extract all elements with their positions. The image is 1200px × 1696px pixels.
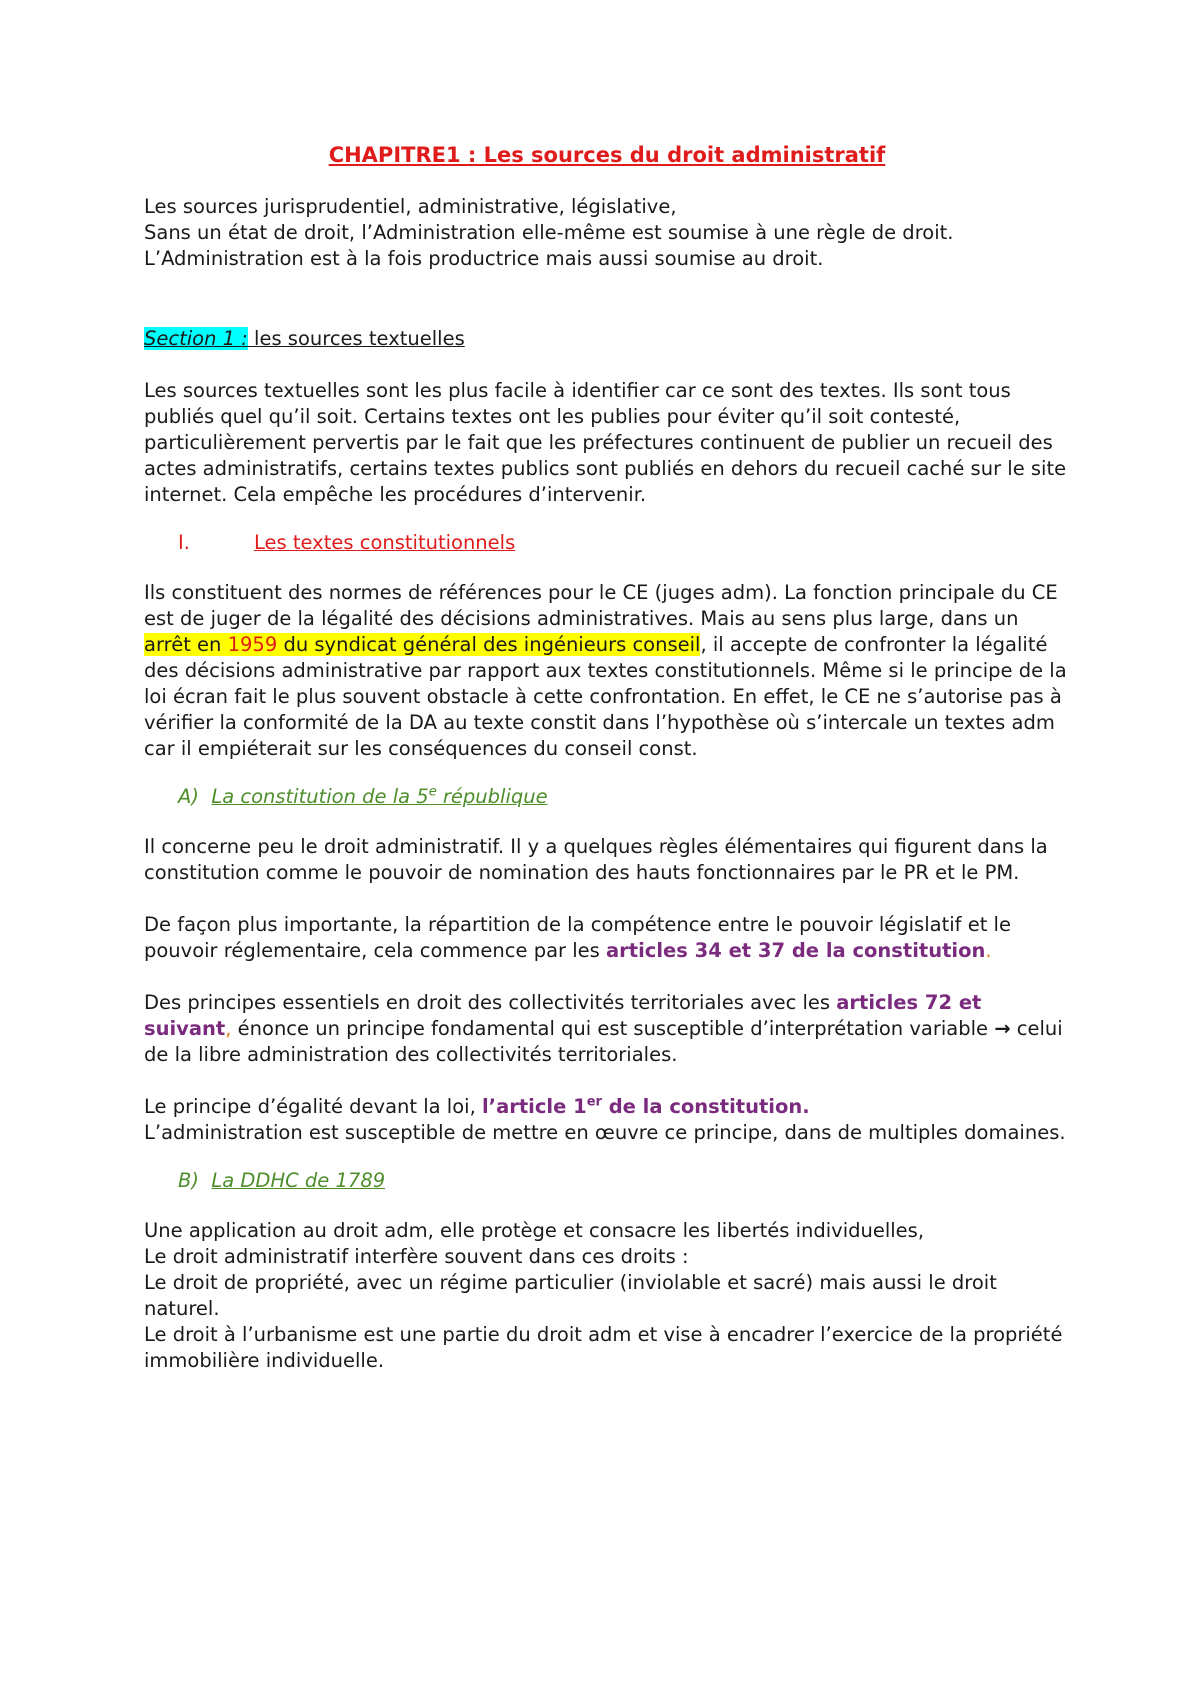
section-label: Section 1 : <box>144 327 248 350</box>
subheading-title <box>211 785 547 808</box>
paragraph-a3 <box>144 990 1070 1068</box>
text-run: du syndicat général des ingénieurs conseil <box>277 633 701 656</box>
paragraph-b-line4: Le droit à l’urbanisme est une partie du droit adm et vise à encadrer l’exercice de la propriété immobilière individuelle. <box>144 1323 1063 1372</box>
chapter-title: CHAPITRE1 : Les sources du droit administratif <box>328 143 886 167</box>
part-title: Les textes constitutionnels <box>254 531 516 554</box>
spacer <box>144 272 1070 326</box>
section-title: les sources textuelles <box>247 327 465 350</box>
spacer <box>144 1068 1070 1094</box>
text-run: énonce un principe fondamental qui est susceptible d’interprétation variable <box>231 1017 995 1040</box>
article-reference <box>482 1095 802 1118</box>
text-run: . <box>802 1095 810 1118</box>
subheading-letter: A) <box>178 785 199 808</box>
paragraph-b-line3: Le droit de propriété, avec un régime particulier (inviolable et sacré) mais aussi le droit naturel. <box>144 1271 997 1320</box>
year-text: 1959 <box>227 633 278 656</box>
text-run: arrêt en <box>144 633 228 656</box>
intro-line-1: Les sources jurisprudentiel, administrative, législative, <box>144 195 677 218</box>
section-paragraph: Les sources textuelles sont les plus facile à identifier car ce sont des textes. Ils sont tous publiés quel qu’il soit. Certains textes ont les publies pour éviter qu’il soit contesté, particulièrement pervertis par le fait que les préfectures continuent de publier un recueil des actes administratifs, certains textes publics sont publiés en dehors du recueil caché sur le site internet. Cela empêche les procédures d’intervenir. <box>144 379 1067 506</box>
text-run: république <box>436 785 548 808</box>
text-run: Le principe d’égalité devant la loi, <box>144 1095 482 1118</box>
text-run: De façon plus importante, la répartition de la compétence entre le pouvoir législatif et le pouvoir réglementaire, cela commence par les <box>144 913 1011 962</box>
intro-line-2: Sans un état de droit, l’Administration elle-même est soumise à une règle de droit. L’Administration est à la fois productrice mais aussi soumise au droit. <box>144 221 954 270</box>
spacer <box>144 352 1070 378</box>
superscript: e <box>428 784 437 800</box>
paragraph-b-line2: Le droit administratif interfère souvent dans ces droits : <box>144 1245 689 1268</box>
section-heading <box>144 326 1070 352</box>
paragraph-a4 <box>144 1094 1070 1120</box>
part-number: I. <box>178 531 190 554</box>
text-run: celui de la libre administration des collectivités territoriales. <box>144 1017 1063 1066</box>
text-run: . <box>985 939 992 962</box>
part-heading <box>144 530 1070 556</box>
paragraph-a1: Il concerne peu le droit administratif. Il y a quelques règles élémentaires qui figurent dans la constitution comme le pouvoir de nomination des hauts fonctionnaires par le PR et le PM. <box>144 835 1048 884</box>
part-paragraph <box>144 580 1070 762</box>
text-run: , <box>225 1017 232 1040</box>
highlighted-reference <box>144 633 700 656</box>
superscript: er <box>586 1094 602 1110</box>
article-reference: articles 72 et suivant <box>144 991 982 1040</box>
subheading-b <box>178 1168 1070 1194</box>
article-reference: articles 34 et 37 de la constitution <box>606 939 986 962</box>
spacer <box>144 886 1070 912</box>
spacer <box>144 964 1070 990</box>
text-run: Des principes essentiels en droit des collectivités territoriales avec les <box>144 991 837 1014</box>
text-run: La constitution de la 5 <box>211 785 429 808</box>
subheading-letter: B) <box>178 1169 199 1192</box>
text-run: l’article 1 <box>481 1095 587 1118</box>
text-run: , il accepte de confronter la légalité des décisions administrative par rapport aux textes constitutionnels. Même si le principe de la loi écran fait le plus souvent obstacle à cette confrontation. En effet, le CE ne s’autorise pas à vérifier la conformité de la DA au texte constit dans l’hypothèse où s’intercale un textes adm car il empiéterait sur les conséquences du conseil const. <box>144 633 1067 760</box>
arrow-icon: → <box>994 1017 1011 1040</box>
subheading-a <box>178 784 1070 810</box>
subheading-title: La DDHC de 1789 <box>211 1169 386 1192</box>
paragraph-a4-cont: L’administration est susceptible de mettre en œuvre ce principe, dans de multiples domaines. <box>144 1121 1066 1144</box>
text-run: Ils constituent des normes de références pour le CE (juges adm). La fonction principale du CE est de juger de la légalité des décisions administratives. Mais au sens plus large, dans un <box>144 581 1058 630</box>
paragraph-a2 <box>144 912 1070 964</box>
text-run: de la constitution <box>601 1095 803 1118</box>
paragraph-b-line1: Une application au droit adm, elle protège et consacre les libertés individuelles, <box>144 1219 925 1242</box>
